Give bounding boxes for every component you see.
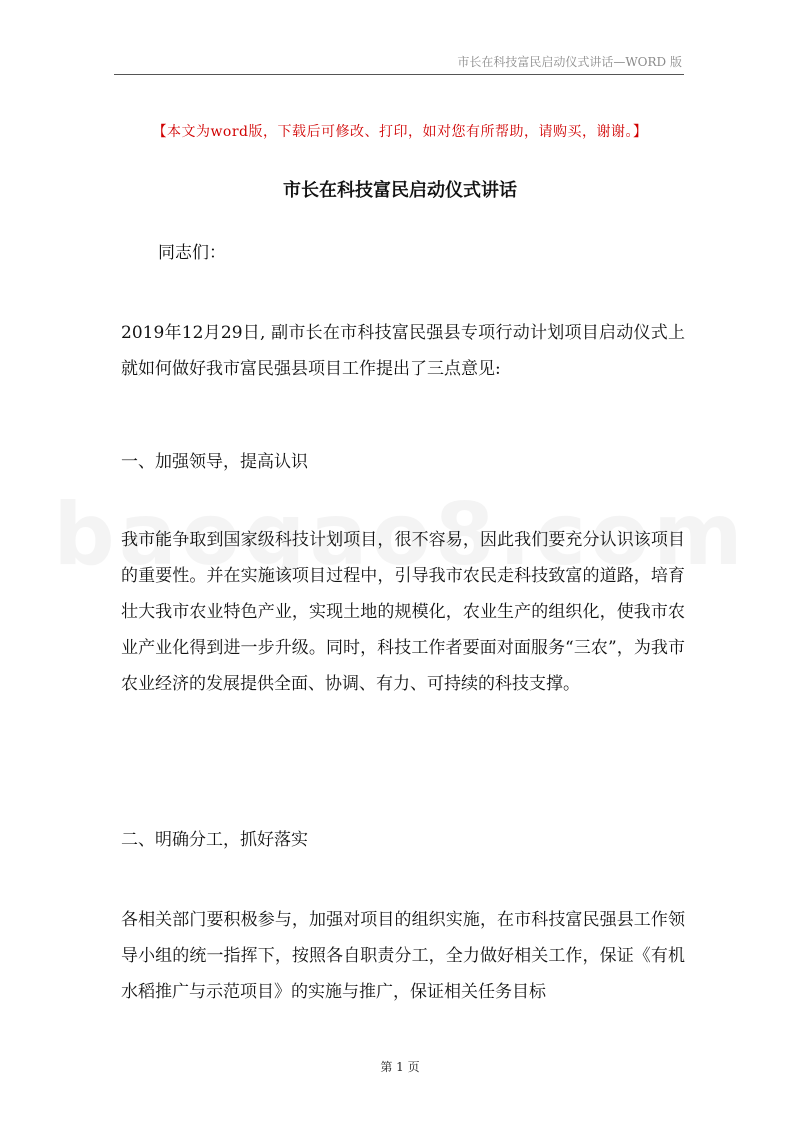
running-header: 市长在科技富民启动仪式讲话—WORD 版	[457, 55, 682, 69]
section-heading-1: 一、加强领导，提高认识	[121, 452, 308, 472]
header-divider	[114, 74, 684, 75]
paragraph-section-1: 我市能争取到国家级科技计划项目，很不容易，因此我们要充分认识该项目的重要性。并在实施该项目过程中，引导我市农民走科技致富的道路，培育壮大我市农业特色产业，实现土地的规模化，农业生产的组织化，使我市农业产业化得到进一步升级。同时，科技工作者要面对面服务“三农”，为我市农业经济的发展提供全面、协调、有力、可持续的科技支撑。	[121, 530, 685, 694]
paragraph-section-2: 各相关部门要积极参与，加强对项目的组织实施，在市科技富民强县工作领导小组的统一指挥下，按照各自职责分工，全力做好相关工作，保证《有机水稻推广与示范项目》的实施与推广，保证相关任务目标	[121, 910, 685, 1002]
document-title: 市长在科技富民启动仪式讲话	[283, 180, 517, 201]
section-heading-2: 二、明确分工，抓好落实	[121, 830, 308, 850]
greeting: 同志们：	[158, 243, 226, 263]
paragraph-intro: 2019年12月29日, 副市长在市科技富民强县专项行动计划项目启动仪式上就如何做好我市富民强县项目工作提出了三点意见:	[121, 323, 685, 379]
purchase-notice: 【本文为word版，下载后可修改、打印，如对您有所帮助，请购买，谢谢。】	[152, 124, 648, 140]
page-number: 第 1 页	[380, 1060, 420, 1074]
